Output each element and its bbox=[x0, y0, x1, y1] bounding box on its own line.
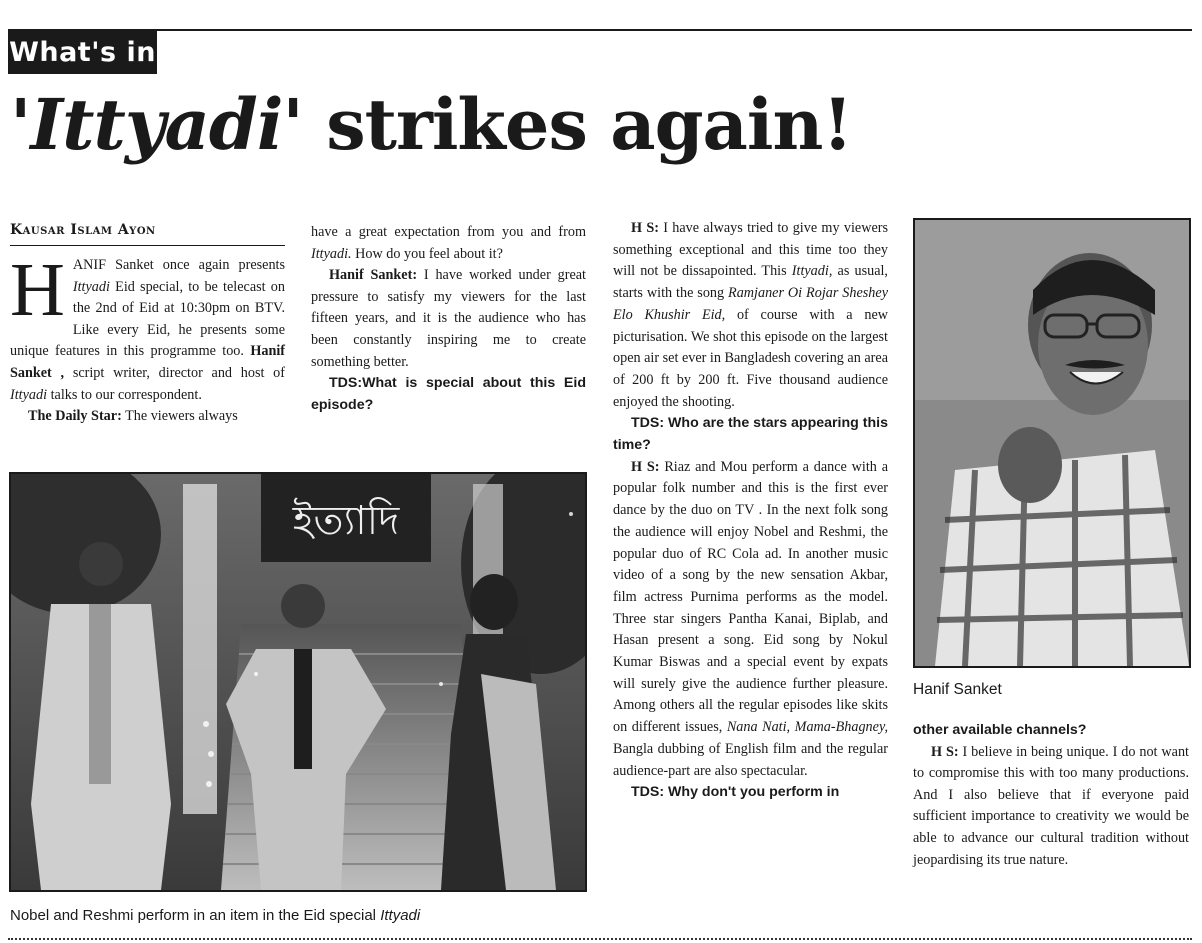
top-rule bbox=[8, 29, 1192, 31]
portrait-photo bbox=[913, 218, 1191, 668]
stage-sign: ইত্যাদি bbox=[292, 498, 400, 544]
stage-photo bbox=[9, 472, 587, 892]
answer-2: H S: I have always tried to give my viewers something exceptional and this time too they will not be dissapointed. This Ittyadi, as usual, starts with the song Ramjaner Oi Rojar Sheshey Elo Khushir Eid, of course with a new picturisation. We shot this episode on the largest open air set ever in Bangladesh covering an area of 200 ft by 200 ft. Five thousand audience enjoyed the shooting. bbox=[613, 220, 888, 410]
stage-photo-caption: Nobel and Reshmi perform in an item in the Eid special Ittyadi bbox=[10, 907, 421, 924]
column-1 bbox=[10, 248, 285, 428]
headline-rest: strikes again! bbox=[302, 83, 853, 166]
question-1-cont: have a great expectation from you and from Ittyadi. How do you feel about it? bbox=[311, 224, 586, 262]
question-4-start: TDS: Why don't you perform in bbox=[631, 784, 840, 801]
portrait-caption: Hanif Sanket bbox=[913, 681, 1002, 698]
column-2 bbox=[311, 222, 586, 416]
bottom-dotted-rule bbox=[8, 938, 1192, 940]
question-2: TDS:What is special about this Eid episode? bbox=[311, 375, 586, 413]
headline bbox=[10, 80, 1190, 170]
headline-italic: 'Ittyadi' bbox=[10, 83, 303, 166]
column-3 bbox=[613, 218, 888, 804]
question-3: TDS: Who are the stars appearing this time? bbox=[613, 415, 888, 454]
byline-rule bbox=[10, 245, 285, 246]
question-4-cont: other available channels? bbox=[913, 722, 1087, 738]
answer-3: H S: Riaz and Mou perform a dance with a popular folk number and this is the first ever dance by the duo on TV . In the next folk song the audience will enjoy Nobel and Reshmi, the popular duo of RC Cola ad. In another music video of a song by the new sensation Akbar, film actress Purnima performs as the model. Three star singers Pantha Kanai, Biplab, and Hasan present a song. Eid song by Nokul Kumar Biswas and a special event by expats will surely give the audience further pleasure. Among others all the regular episodes like skits on different issues, Nana Nati, Mama-Bhagney, Bangla dubbing of English film and the regular audience-part are also spectacular. bbox=[613, 458, 889, 779]
stage-photo-image bbox=[11, 474, 585, 890]
question-1-start: The Daily Star: The viewers always bbox=[28, 408, 238, 425]
answer-4: H S: I believe in being unique. I do not want to compromise this with too many productions. And I also believe that if everyone paid sufficient importance to creativity we would be able to advance our cultural tradition without jeopardising its true nature. bbox=[913, 743, 1189, 868]
portrait-photo-image bbox=[915, 220, 1189, 666]
byline: Kausar Islam Ayon bbox=[10, 222, 156, 238]
section-tag: What's in bbox=[8, 31, 157, 74]
answer-1: Hanif Sanket: I have worked under great pressure to satisfy my viewers for the last fifteen years, and it is the audience who has been constantly inspiring me to create something better. bbox=[311, 267, 586, 370]
drop-cap: H bbox=[10, 248, 65, 332]
column-4 bbox=[913, 720, 1189, 871]
intro-paragraph: HANIF Sanket once again presents Ittyadi Eid special, to be telecast on the 2nd of Eid at 10:30pm on BTV. Like every Eid, he presents some unique features in this programme too. Hanif Sanket , script writer, director and host of Ittyadi talks to our correspondent. bbox=[10, 248, 285, 403]
